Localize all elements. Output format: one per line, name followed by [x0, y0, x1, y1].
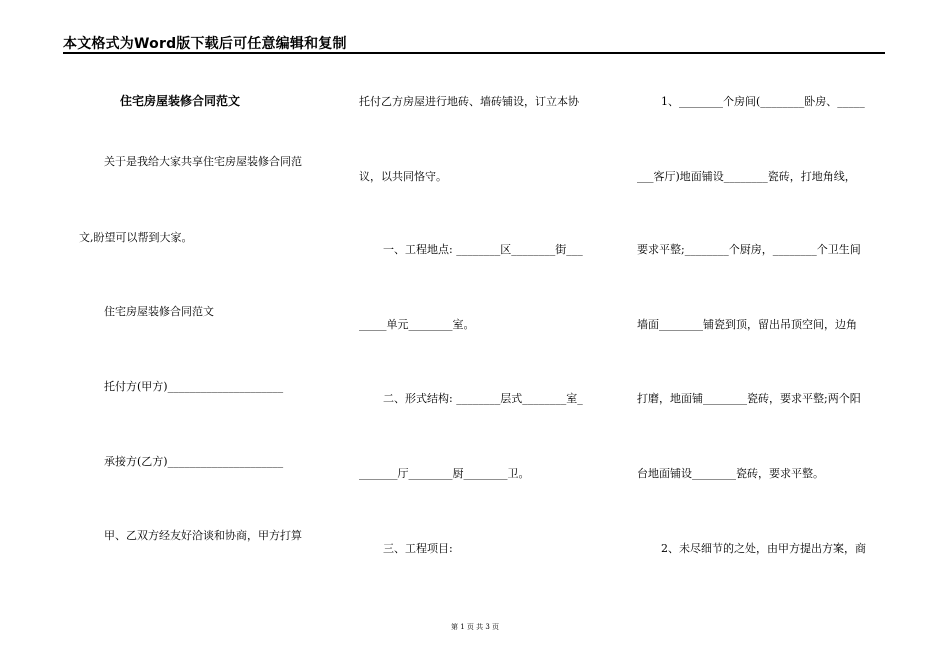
body-line: 住宅房屋装修合同范文: [104, 305, 214, 318]
section-heading: 二、形式结构: ________层式________室_: [383, 392, 583, 405]
body-line: 1、________个房间(________卧房、_____: [661, 95, 865, 108]
body-line: 2、未尽细节的之处，由甲方提出方案，商: [661, 542, 866, 555]
header-divider: [63, 52, 885, 54]
section-heading: 三、工程项目:: [383, 542, 453, 555]
body-line: 托付乙方房屋进行地砖、墙砖铺设，订立本协: [359, 95, 579, 108]
section-heading: 一、工程地点: ________区________街___: [383, 243, 583, 256]
document-banner: 本文格式为Word版下载后可任意编辑和复制: [63, 36, 347, 52]
party-a-field: 托付方(甲方)_____________________: [104, 380, 284, 393]
body-line: ___客厅)地面铺设________瓷砖，打地角线，: [637, 170, 856, 183]
body-line: _____单元________室。: [359, 318, 475, 331]
body-line: 关于是我给大家共享住宅房屋装修合同范: [104, 155, 302, 168]
body-line: 墙面________铺瓷到顶，留出吊顶空间，边角: [637, 318, 857, 331]
body-line: 议，以共同恪守。: [359, 170, 447, 183]
body-line: 台地面铺设________瓷砖，要求平整。: [637, 467, 824, 480]
body-line: _______厅________厨________卫。: [359, 467, 530, 480]
body-line: 文,盼望可以帮到大家。: [79, 231, 193, 244]
body-line: 打磨，地面铺________瓷砖，要求平整;两个阳: [637, 392, 861, 405]
party-b-field: 承接方(乙方)_____________________: [104, 455, 284, 468]
body-line: 要求平整;________个厨房，________个卫生间: [637, 243, 861, 256]
page-number: 第 1 页 共 3 页: [450, 623, 500, 631]
body-line: 甲、乙双方经友好洽谈和协商，甲方打算: [104, 529, 302, 542]
page-title: 住宅房屋装修合同范文: [120, 94, 241, 108]
